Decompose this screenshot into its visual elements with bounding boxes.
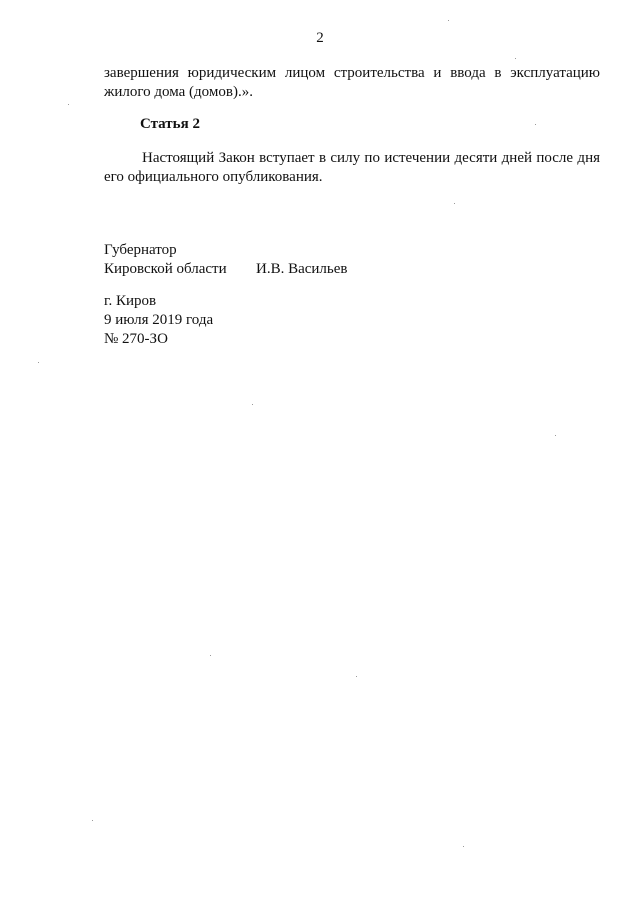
scan-speck xyxy=(210,655,211,656)
paragraph-continuation xyxy=(104,64,600,102)
scan-speck xyxy=(515,58,516,59)
scan-speck xyxy=(356,676,357,677)
document-city: г. Киров xyxy=(104,293,157,309)
scan-speck xyxy=(68,104,69,105)
scan-speck xyxy=(252,404,253,405)
scan-speck xyxy=(38,362,39,363)
page-number: 2 xyxy=(316,30,324,46)
paragraph-line: Настоящий Закон вступает в силу по истечении десяти дней после дня xyxy=(142,150,600,166)
scan-speck xyxy=(555,435,556,436)
scan-speck xyxy=(454,203,455,204)
scan-speck xyxy=(463,846,464,847)
scan-speck xyxy=(448,20,449,21)
document-number: № 270-ЗО xyxy=(104,331,168,347)
scan-speck xyxy=(535,124,536,125)
paragraph-line: завершения юридическим лицом строительства и ввода в эксплуатацию xyxy=(104,65,600,81)
paragraph-line: жилого дома (домов).». xyxy=(104,84,253,100)
place-date-block xyxy=(104,292,213,349)
paragraph-line: его официального опубликования. xyxy=(104,169,323,185)
signatory-title: Губернатор xyxy=(104,242,177,258)
signature-block xyxy=(104,241,348,279)
article-heading: Статья 2 xyxy=(140,116,200,132)
document-date: 9 июля 2019 года xyxy=(104,312,214,328)
scan-speck xyxy=(92,820,93,821)
signatory-name: И.В. Васильев xyxy=(256,261,348,277)
signatory-region: Кировской области xyxy=(104,261,227,277)
article-2-paragraph xyxy=(104,149,600,187)
